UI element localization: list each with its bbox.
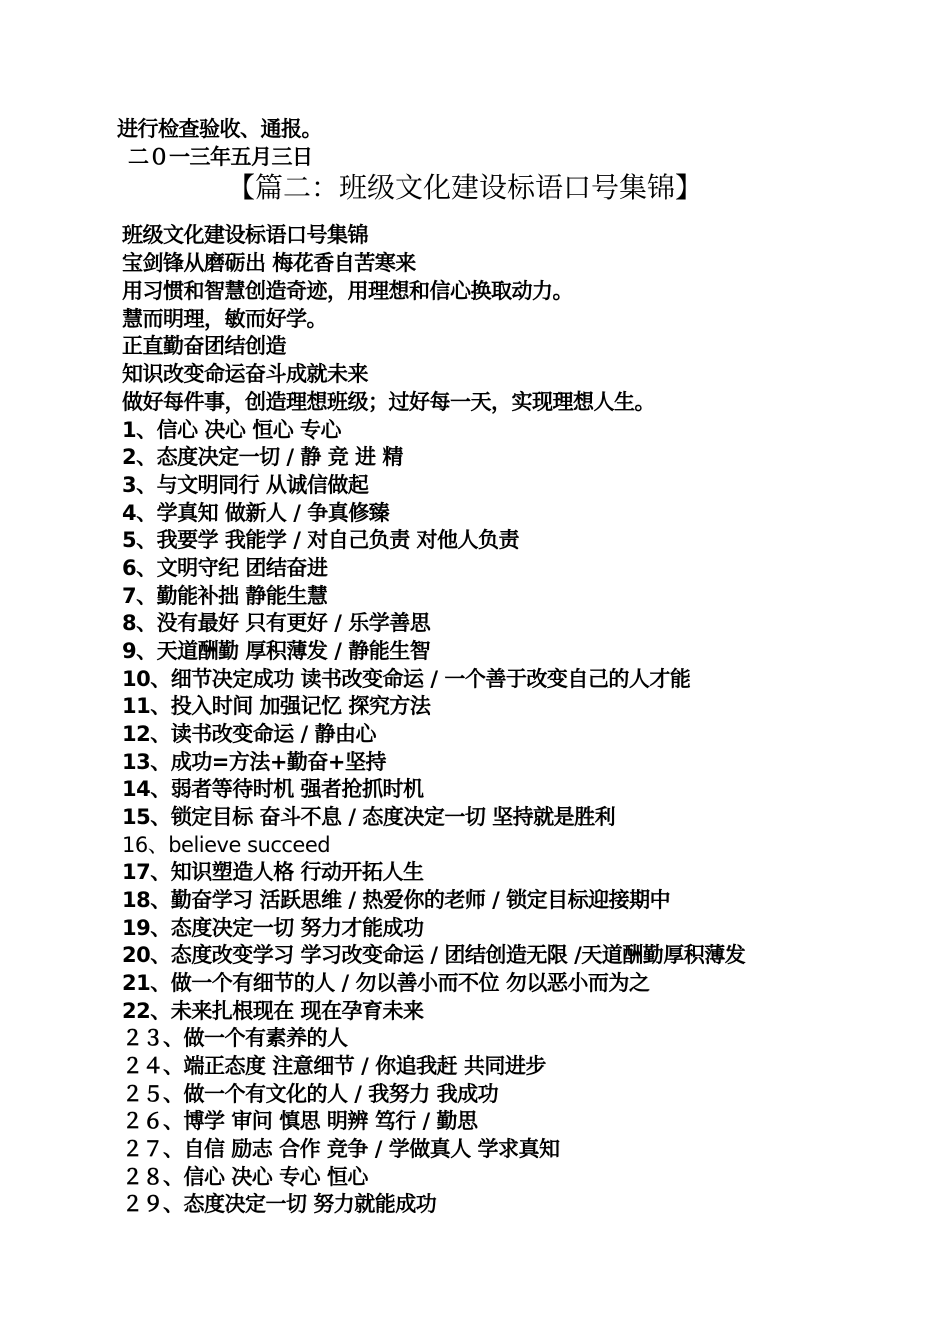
list-item: 用习惯和智慧创造奇迹，用理想和信心换取动力。 xyxy=(122,279,573,303)
list-item: 4、学真知 做新人 / 争真修臻 xyxy=(122,501,390,525)
list-item: ２９、态度决定一切 努力就能成功 xyxy=(122,1192,437,1216)
list-item: 22、未来扎根现在 现在孕育未来 xyxy=(122,999,424,1023)
list-item: 11、投入时间 加强记忆 探究方法 xyxy=(122,694,431,718)
list-item: 20、态度改变学习 学习改变命运 / 团结创造无限 /天道酬勤厚积薄发 xyxy=(122,943,746,967)
list-item: 21、做一个有细节的人 / 勿以善小而不位 勿以恶小而为之 xyxy=(122,971,650,995)
section-heading: 【篇二：班级文化建设标语口号集锦】 xyxy=(227,171,704,204)
slogan-list-title: 班级文化建设标语口号集锦 xyxy=(122,223,368,247)
list-item: 正直勤奋团结创造 xyxy=(122,334,286,358)
list-item: ２７、自信 励志 合作 竞争 / 学做真人 学求真知 xyxy=(122,1137,560,1161)
list-item: 5、我要学 我能学 / 对自己负责 对他人负责 xyxy=(122,528,520,552)
list-item: 8、没有最好 只有更好 / 乐学善思 xyxy=(122,611,431,635)
list-item: ２３、做一个有素养的人 xyxy=(122,1026,348,1050)
list-item: 12、读书改变命运 / 静由心 xyxy=(122,722,377,746)
list-item: ２４、端正态度 注意细节 / 你追我赶 共同进步 xyxy=(122,1054,546,1078)
list-item: 14、弱者等待时机 强者抢抓时机 xyxy=(122,777,424,801)
list-item: 18、勤奋学习 活跃思维 / 热爱你的老师 / 锁定目标迎接期中 xyxy=(122,888,671,912)
list-item: 10、细节决定成功 读书改变命运 / 一个善于改变自己的人才能 xyxy=(122,667,691,691)
list-item: ２５、做一个有文化的人 / 我努力 我成功 xyxy=(122,1082,499,1106)
list-item: 3、与文明同行 从诚信做起 xyxy=(122,473,369,497)
list-item: 1、信心 决心 恒心 专心 xyxy=(122,418,342,442)
list-item: 13、成功=方法+勤奋+坚持 xyxy=(122,750,387,774)
intro-line-date: 二０一三年五月三日 xyxy=(128,145,313,169)
list-item: 17、知识塑造人格 行动开拓人生 xyxy=(122,860,424,884)
list-item: 7、勤能补拙 静能生慧 xyxy=(122,584,328,608)
list-item: 2、态度决定一切 / 静 竞 进 精 xyxy=(122,445,403,469)
intro-line-inspection: 进行检查验收、通报。 xyxy=(117,117,322,141)
list-item: 6、文明守纪 团结奋进 xyxy=(122,556,328,580)
list-item: 9、天道酬勤 厚积薄发 / 静能生智 xyxy=(122,639,431,663)
list-item: 知识改变命运奋斗成就未来 xyxy=(122,362,368,386)
list-item: 19、态度决定一切 努力才能成功 xyxy=(122,916,424,940)
list-item: ２６、博学 审问 慎思 明辨 笃行 / 勤思 xyxy=(122,1109,478,1133)
list-item: ２８、信心 决心 专心 恒心 xyxy=(122,1165,368,1189)
list-item: 做好每件事，创造理想班级；过好每一天，实现理想人生。 xyxy=(122,390,655,414)
list-item: 慧而明理，敏而好学。 xyxy=(122,307,327,331)
list-item: 宝剑锋从磨砺出 梅花香自苦寒来 xyxy=(122,251,416,275)
list-item: 16、believe succeed xyxy=(122,833,331,857)
list-item: 15、锁定目标 奋斗不息 / 态度决定一切 坚持就是胜利 xyxy=(122,805,616,829)
